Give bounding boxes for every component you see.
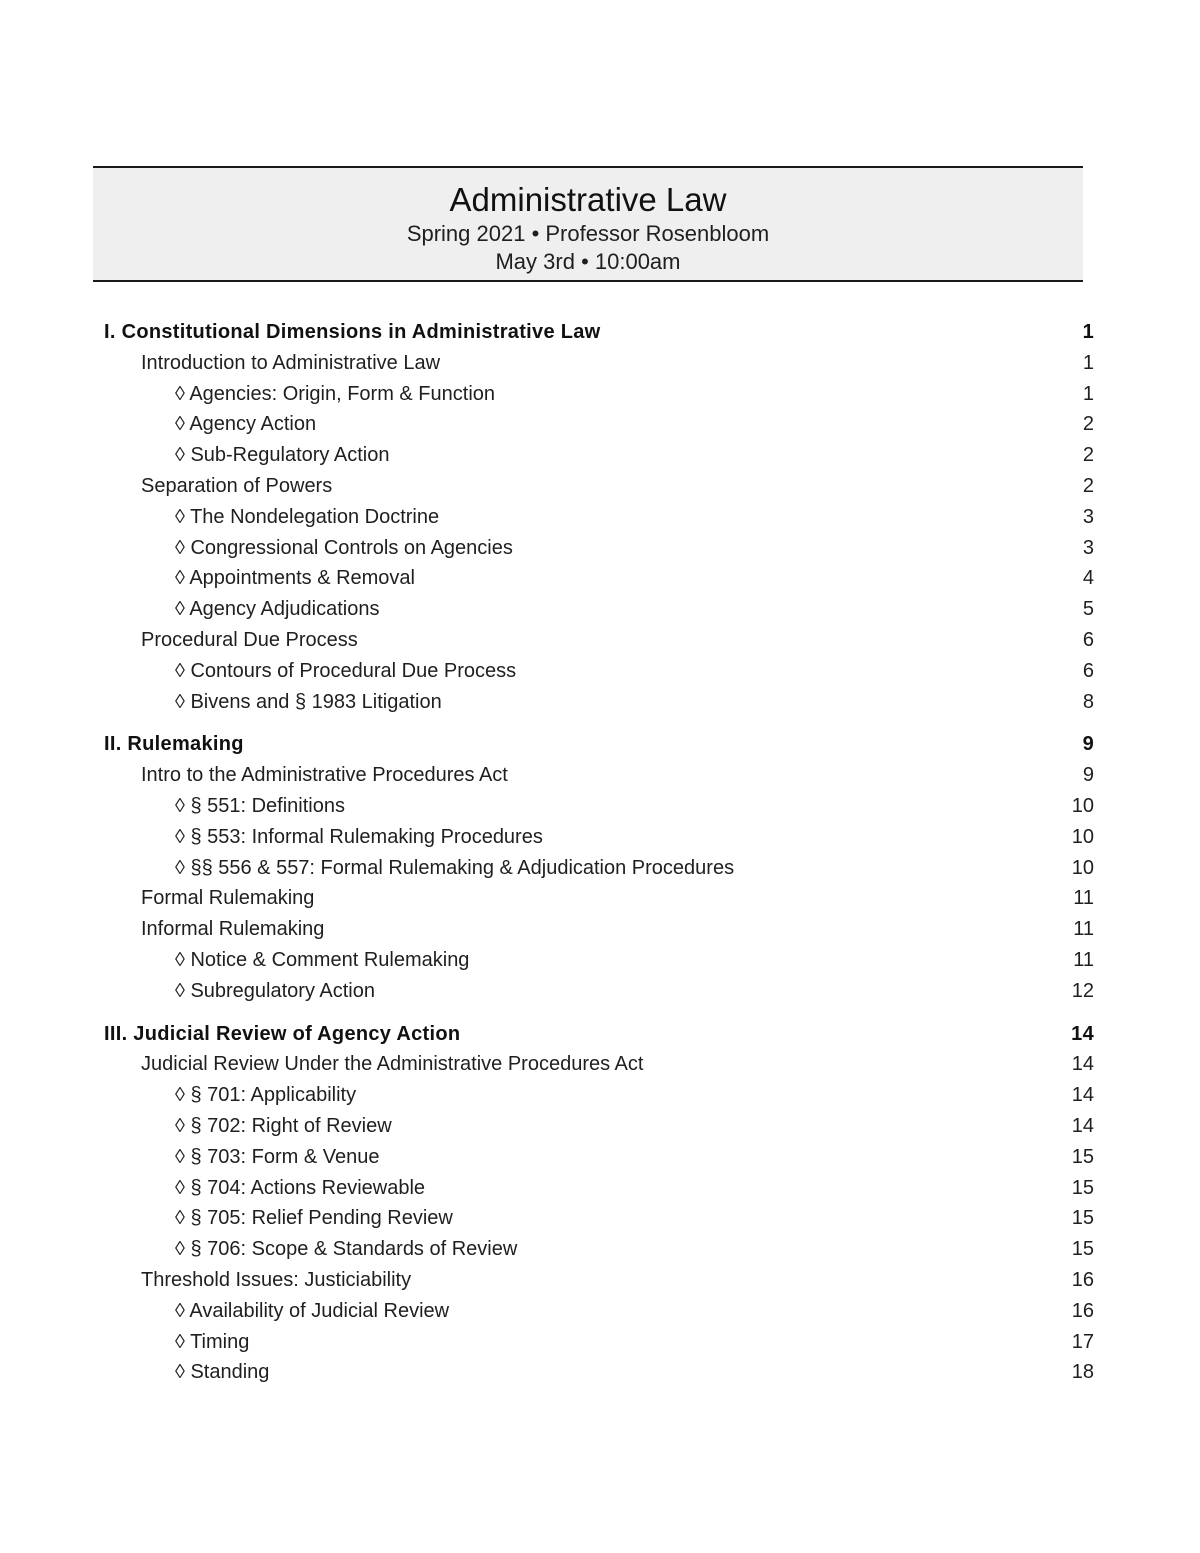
toc-page-number: 8 xyxy=(1082,690,1094,713)
toc-entry-label: Judicial Review Under the Administrative Procedures Act xyxy=(141,1053,644,1076)
toc-page-number: 14 xyxy=(1071,1084,1094,1107)
toc-page-number: 15 xyxy=(1071,1176,1094,1199)
toc-subsection-entry[interactable] xyxy=(104,883,1094,914)
toc-page-number: 1 xyxy=(1082,321,1094,343)
toc-topic-entry[interactable] xyxy=(104,687,1094,718)
toc-topic-entry[interactable] xyxy=(104,502,1094,533)
toc-page-number: 10 xyxy=(1071,856,1094,879)
toc-topic-entry[interactable] xyxy=(104,1327,1094,1358)
toc-topic-entry[interactable] xyxy=(104,379,1094,410)
toc-topic-entry[interactable] xyxy=(104,533,1094,564)
toc-page-number: 11 xyxy=(1073,948,1094,971)
toc-topic-entry[interactable] xyxy=(104,1357,1094,1388)
toc-topic-entry[interactable] xyxy=(104,822,1094,853)
toc-entry-label: ◊ § 701: Applicability xyxy=(175,1084,357,1107)
toc-subsection-entry[interactable] xyxy=(104,1049,1094,1080)
toc-topic-entry[interactable] xyxy=(104,1234,1094,1265)
toc-page-number: 5 xyxy=(1082,598,1094,621)
toc-page-number: 10 xyxy=(1071,794,1094,817)
toc-entry-label: ◊ Notice & Comment Rulemaking xyxy=(175,948,470,971)
toc-entry-label: ◊ Availability of Judicial Review xyxy=(175,1299,450,1322)
toc-entry-label: ◊ Sub-Regulatory Action xyxy=(175,444,390,467)
toc-page-number: 11 xyxy=(1073,918,1094,941)
toc-subsection-entry[interactable] xyxy=(104,625,1094,656)
title-box xyxy=(93,166,1083,282)
toc-page-number: 2 xyxy=(1082,444,1094,467)
toc-entry-label: ◊ Standing xyxy=(175,1361,270,1384)
toc-topic-entry[interactable] xyxy=(104,1111,1094,1142)
toc-entry-label: Informal Rulemaking xyxy=(141,918,325,941)
toc-section-heading[interactable] xyxy=(104,729,1094,760)
toc-topic-entry[interactable] xyxy=(104,1173,1094,1204)
toc-section-title: II. Rulemaking xyxy=(104,733,244,756)
toc-page-number: 14 xyxy=(1071,1022,1094,1045)
toc-entry-label: Procedural Due Process xyxy=(141,628,358,651)
toc-entry-label: ◊ § 551: Definitions xyxy=(175,794,345,817)
toc-entry-label: ◊ § 553: Informal Rulemaking Procedures xyxy=(175,825,543,848)
toc-subsection-entry[interactable] xyxy=(104,760,1094,791)
toc-entry-label: Formal Rulemaking xyxy=(141,887,315,910)
toc-entry-label: ◊ Agencies: Origin, Form & Function xyxy=(175,382,496,405)
toc-page-number: 6 xyxy=(1082,628,1094,651)
toc-entry-label: ◊ § 705: Relief Pending Review xyxy=(175,1207,453,1230)
toc-page-number: 18 xyxy=(1071,1361,1094,1384)
toc-entry-label: ◊ The Nondelegation Doctrine xyxy=(175,505,440,528)
toc-entry-label: ◊ Congressional Controls on Agencies xyxy=(175,536,513,559)
toc-page-number: 3 xyxy=(1082,505,1094,528)
toc-topic-entry[interactable] xyxy=(104,563,1094,594)
toc-entry-label: Separation of Powers xyxy=(141,474,333,497)
toc-topic-entry[interactable] xyxy=(104,409,1094,440)
document-datetime: May 3rd • 10:00am xyxy=(495,249,681,274)
toc-topic-entry[interactable] xyxy=(104,1296,1094,1327)
toc-entry-label: Introduction to Administrative Law xyxy=(141,351,441,374)
toc-subsection-entry[interactable] xyxy=(104,471,1094,502)
toc-entry-label: ◊ Contours of Procedural Due Process xyxy=(175,659,517,682)
toc-page-number: 9 xyxy=(1082,764,1094,787)
toc-page-number: 16 xyxy=(1071,1299,1094,1322)
toc-page-number: 1 xyxy=(1082,351,1094,374)
toc-section-heading[interactable] xyxy=(104,317,1094,348)
toc-page-number: 14 xyxy=(1071,1114,1094,1137)
toc-entry-label: ◊ § 706: Scope & Standards of Review xyxy=(175,1238,518,1261)
toc-page-number: 15 xyxy=(1071,1238,1094,1261)
toc-entry-label: Intro to the Administrative Procedures Act xyxy=(141,764,508,787)
toc-topic-entry[interactable] xyxy=(104,1080,1094,1111)
toc-topic-entry[interactable] xyxy=(104,791,1094,822)
toc-page-number: 6 xyxy=(1082,659,1094,682)
toc-page-number: 2 xyxy=(1082,413,1094,436)
toc-page-number: 14 xyxy=(1071,1053,1094,1076)
toc-page-number: 15 xyxy=(1071,1207,1094,1230)
toc-section-title: I. Constitutional Dimensions in Administrative Law xyxy=(104,321,601,343)
toc-entry-label: ◊ § 703: Form & Venue xyxy=(175,1145,380,1168)
toc-entry-label: ◊ § 704: Actions Reviewable xyxy=(175,1176,426,1199)
toc-entry-label: ◊ Timing xyxy=(175,1330,250,1353)
toc-page-number: 15 xyxy=(1071,1145,1094,1168)
toc-page-number: 2 xyxy=(1082,474,1094,497)
toc-topic-entry[interactable] xyxy=(104,976,1094,1007)
toc-topic-entry[interactable] xyxy=(104,594,1094,625)
toc-topic-entry[interactable] xyxy=(104,1142,1094,1173)
toc-page-number: 16 xyxy=(1071,1268,1094,1291)
toc-page-number: 12 xyxy=(1071,979,1094,1002)
toc-page-number: 1 xyxy=(1082,382,1094,405)
toc-subsection-entry[interactable] xyxy=(104,348,1094,379)
toc-entry-label: ◊ Subregulatory Action xyxy=(175,979,375,1002)
toc-entry-label: ◊ § 702: Right of Review xyxy=(175,1114,392,1137)
toc-section-heading[interactable] xyxy=(104,1019,1094,1050)
toc-topic-entry[interactable] xyxy=(104,945,1094,976)
toc-topic-entry[interactable] xyxy=(104,440,1094,471)
toc-subsection-entry[interactable] xyxy=(104,1265,1094,1296)
toc-entry-label: Threshold Issues: Justiciability xyxy=(141,1268,412,1291)
toc-topic-entry[interactable] xyxy=(104,656,1094,687)
toc-page-number: 11 xyxy=(1073,887,1094,910)
document-subtitle: Spring 2021 • Professor Rosenbloom xyxy=(406,221,770,246)
toc-entry-label: ◊ Agency Adjudications xyxy=(175,598,380,621)
toc-section xyxy=(104,1019,1094,1389)
document-title: Administrative Law xyxy=(449,181,727,218)
toc-topic-entry[interactable] xyxy=(104,853,1094,884)
toc-entry-label: ◊ Bivens and § 1983 Litigation xyxy=(175,690,442,713)
toc-subsection-entry[interactable] xyxy=(104,914,1094,945)
toc-entry-label: ◊ Appointments & Removal xyxy=(175,567,415,590)
toc-section xyxy=(104,317,1094,717)
toc-page-number: 9 xyxy=(1082,733,1094,756)
toc-page-number: 4 xyxy=(1082,567,1094,590)
toc-page-number: 10 xyxy=(1071,825,1094,848)
toc-section-title: III. Judicial Review of Agency Action xyxy=(104,1022,461,1045)
toc-page-number: 17 xyxy=(1071,1330,1094,1353)
toc-entry-label: ◊ §§ 556 & 557: Formal Rulemaking & Adjudication Procedures xyxy=(175,856,735,879)
table-of-contents xyxy=(104,317,1094,1400)
toc-page-number: 3 xyxy=(1082,536,1094,559)
toc-section xyxy=(104,729,1094,1006)
toc-topic-entry[interactable] xyxy=(104,1203,1094,1234)
toc-entry-label: ◊ Agency Action xyxy=(175,413,317,436)
